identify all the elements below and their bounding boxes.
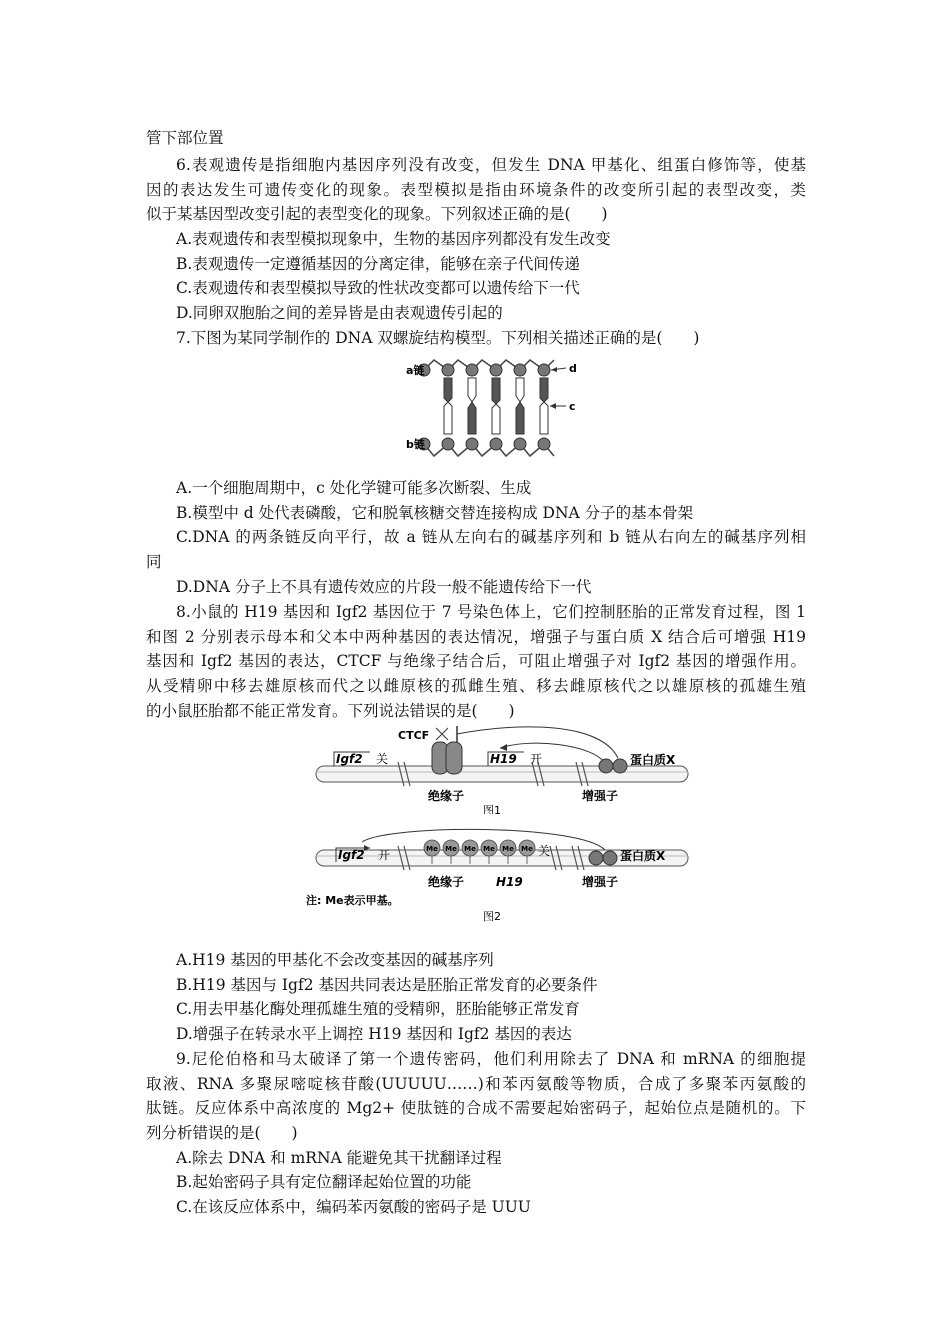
- phosphate-node-d: [538, 364, 550, 376]
- base-block: [516, 378, 524, 402]
- figure-2-caption: 图2: [483, 910, 501, 923]
- igf2-state: 开: [378, 848, 391, 862]
- q7-option-b: B.模型中 d 处代表磷酸，它和脱氧核糖交替连接构成 DNA 分子的基本骨架: [176, 504, 694, 522]
- protein-x: [589, 851, 603, 865]
- figure-1: [300, 722, 720, 814]
- methyl-label: Me: [445, 845, 457, 853]
- figure-2: [300, 826, 720, 924]
- enhancer-label: 增强子: [582, 789, 619, 803]
- base-block: [444, 402, 452, 434]
- lead-line: 管下部位置: [146, 129, 224, 147]
- phosphate-node: [490, 364, 502, 376]
- q9-option-a: A.除去 DNA 和 mRNA 能避免其干扰翻译过程: [176, 1149, 502, 1167]
- arrowhead-icon: [550, 403, 556, 409]
- label-c: c: [569, 400, 576, 413]
- h19-label: H19: [490, 752, 517, 766]
- q8-option-c: C.用去甲基化酶处理孤雄生殖的受精卵，胚胎能够正常发育: [176, 1000, 580, 1018]
- phosphate-node: [490, 438, 502, 450]
- q7-stem: 7.下图为某同学制作的 DNA 双螺旋结构模型。下列相关描述正确的是( ): [176, 329, 700, 347]
- base-block: [492, 378, 500, 404]
- q7-option-a: A.一个细胞周期中，c 处化学键可能多次断裂、生成: [176, 479, 532, 497]
- q8-stem-line-5: 的小鼠胚胎都不能正常发育。下列说法错误的是( ): [146, 702, 515, 720]
- arrowhead-icon: [500, 744, 507, 751]
- methyl-label: Me: [502, 845, 514, 853]
- q8-option-b: B.H19 基因与 Igf2 基因共同表达是胚胎正常发育的必要条件: [176, 976, 598, 994]
- methyl-label: Me: [483, 845, 495, 853]
- protein-x: [599, 759, 613, 773]
- methyl-label: Me: [464, 845, 476, 853]
- methyl-label: Me: [426, 845, 438, 853]
- enhancer-label: 增强子: [582, 875, 619, 889]
- q8-stem-line-3: 基因和 Igf2 基因的表达，CTCF 与绝缘子结合后，可阻止增强子对 Igf2 基因的增强作用。: [146, 652, 806, 670]
- q8-stem-line-4: 从受精卵中移去雄原核而代之以雌原核的孤雌生殖、移去雌原核代之以雄原核的孤雄生殖: [146, 677, 806, 695]
- phosphate-node: [514, 438, 526, 450]
- q9-stem-line-1: 9.尼伦伯格和马太破译了第一个遗传密码，他们利用除去了 DNA 和 mRNA 的细胞提: [176, 1050, 806, 1068]
- phosphate-node: [466, 364, 478, 376]
- phosphate-node: [514, 364, 526, 376]
- q7-option-d: D.DNA 分子上不具有遗传效应的片段一般不能遗传给下一代: [176, 578, 592, 596]
- protein-x: [603, 851, 617, 865]
- phosphate-node: [442, 364, 454, 376]
- base-block: [540, 378, 548, 402]
- figure-2-note: 注: Me表示甲基。: [306, 894, 399, 907]
- q7-option-c-line-1: C.DNA 的两条链反向平行，故 a 链从左向右的碱基序列和 b 链从右向左的碱基序列相: [176, 528, 806, 546]
- chromosome-bar: [316, 766, 688, 782]
- label-b-chain: b链: [406, 438, 425, 451]
- q6-option-a: A.表观遗传和表型模拟现象中，生物的基因序列都没有发生改变: [176, 230, 611, 248]
- q6-option-b: B.表观遗传一定遵循基因的分离定律，能够在亲子代间传递: [176, 255, 580, 273]
- base-block: [492, 404, 500, 434]
- q7-option-c-line-2: 同: [146, 553, 162, 571]
- base-block: [516, 402, 524, 434]
- q6-option-d: D.同卵双胞胎之间的差异皆是由表观遗传引起的: [176, 304, 503, 322]
- dna-model-figure: [400, 354, 600, 466]
- igf2-label: Igf2: [336, 752, 363, 766]
- protein-x-label: 蛋白质X: [620, 849, 666, 863]
- phosphate-node: [538, 438, 550, 450]
- q8-stem-line-1: 8.小鼠的 H19 基因和 Igf2 基因位于 7 号染色体上，它们控制胚胎的正常发育过程，图 1: [176, 603, 806, 621]
- figure-1-caption: 图1: [483, 804, 501, 814]
- base-block: [444, 378, 452, 402]
- base-block: [468, 402, 476, 434]
- ctcf-label: CTCF: [398, 729, 430, 742]
- q9-stem-line-2: 取液、RNA 多聚尿嘧啶核苷酸(UUUUU……)和苯丙氨酸等物质，合成了多聚苯丙氨酸的: [146, 1075, 806, 1093]
- phosphate-node: [466, 438, 478, 450]
- base-block: [468, 378, 476, 402]
- h19-state: 开: [530, 752, 543, 766]
- q8-stem-line-2: 和图 2 分别表示母本和父本中两种基因的表达情况，增强子与蛋白质 X 结合后可增强 H19: [146, 628, 806, 646]
- insulator-label: 绝缘子: [428, 789, 465, 803]
- q6-stem-line-1: 6.表观遗传是指细胞内基因序列没有改变，但发生 DNA 甲基化、组蛋白修饰等，使基: [176, 156, 806, 174]
- q6-option-c: C.表观遗传和表型模拟导致的性状改变都可以遗传给下一代: [176, 279, 580, 297]
- label-d: d: [569, 362, 577, 375]
- q9-stem-line-4: 列分析错误的是( ): [146, 1124, 298, 1142]
- methyl-label: Me: [521, 845, 533, 853]
- h19-state: 关: [538, 844, 551, 858]
- q6-stem-line-3: 似于某基因型改变引起的表型变化的现象。下列叙述正确的是( ): [146, 205, 608, 223]
- label-a-chain: a链: [406, 364, 425, 377]
- protein-x: [613, 759, 627, 773]
- q9-option-b: B.起始密码子具有定位翻译起始位置的功能: [176, 1173, 472, 1191]
- protein-x-label: 蛋白质X: [630, 753, 676, 767]
- insulator-label: 绝缘子: [428, 875, 465, 889]
- igf2-state: 关: [376, 752, 389, 766]
- phosphate-node: [442, 438, 454, 450]
- igf2-label: Igf2: [338, 848, 365, 862]
- q8-option-a: A.H19 基因的甲基化不会改变基因的碱基序列: [176, 951, 494, 969]
- q6-stem-line-2: 因的表达发生可遗传变化的现象。表型模拟是指由环境条件的改变所引起的表型改变，类: [146, 181, 806, 199]
- q9-stem-line-3: 肽链。反应体系中高浓度的 Mg2+ 使肽链的合成不需要起始密码子，起始位点是随机的。下: [146, 1099, 806, 1117]
- ctcf-protein: [446, 742, 462, 774]
- q9-option-c: C.在该反应体系中，编码苯丙氨酸的密码子是 UUU: [176, 1198, 531, 1216]
- h19-label: H19: [496, 875, 523, 889]
- base-block: [540, 402, 548, 434]
- q8-option-d: D.增强子在转录水平上调控 H19 基因和 Igf2 基因的表达: [176, 1025, 572, 1043]
